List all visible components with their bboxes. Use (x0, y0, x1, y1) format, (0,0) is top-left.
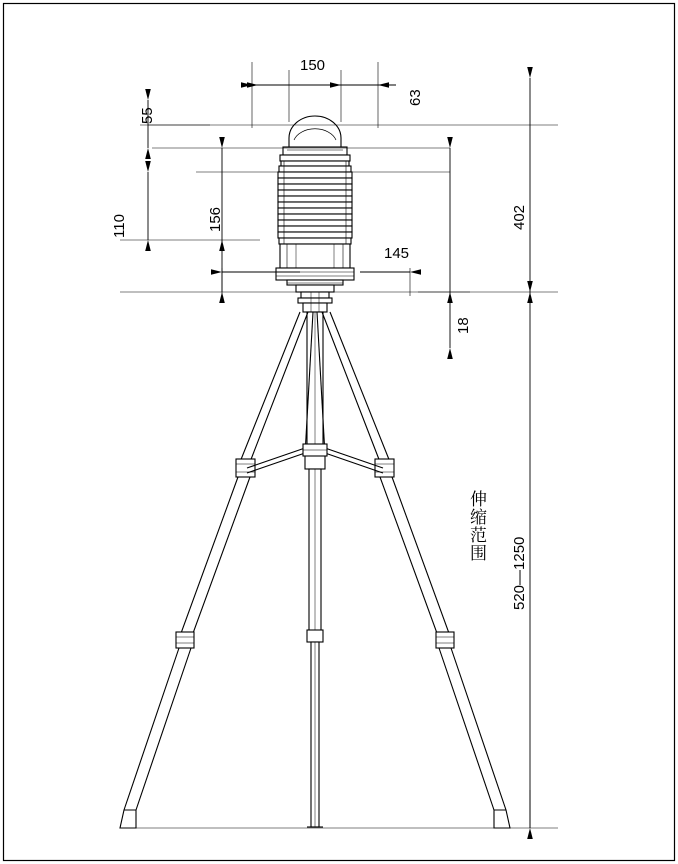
radiation-shield-stack (278, 161, 352, 244)
dim-label-156: 156 (207, 206, 224, 232)
tripod-leg-right (322, 312, 510, 828)
sensor-lower-body (276, 244, 354, 280)
dim-label-110: 110 (111, 214, 128, 238)
sensor-assembly (276, 116, 354, 292)
dim-label-18: 18 (455, 317, 472, 334)
dim-label-145: 145 (384, 245, 410, 262)
sensor-cap-ring (280, 147, 350, 161)
tripod-assembly (120, 292, 510, 828)
mounting-plate (287, 280, 343, 292)
dim-label-telescopic-range-value: 520—1250 (511, 536, 528, 610)
center-mast (305, 312, 325, 827)
tripod-leg-left (120, 312, 308, 828)
dim-label-402: 402 (511, 204, 528, 230)
dim-label-55: 55 (139, 107, 156, 124)
dim-label-63: 63 (407, 89, 424, 106)
dim-label-150: 150 (300, 57, 326, 74)
sensor-dome (289, 116, 341, 147)
tripod-head (298, 292, 332, 312)
dim-label-telescopic-range-cn: 伸缩范围 (467, 490, 486, 562)
